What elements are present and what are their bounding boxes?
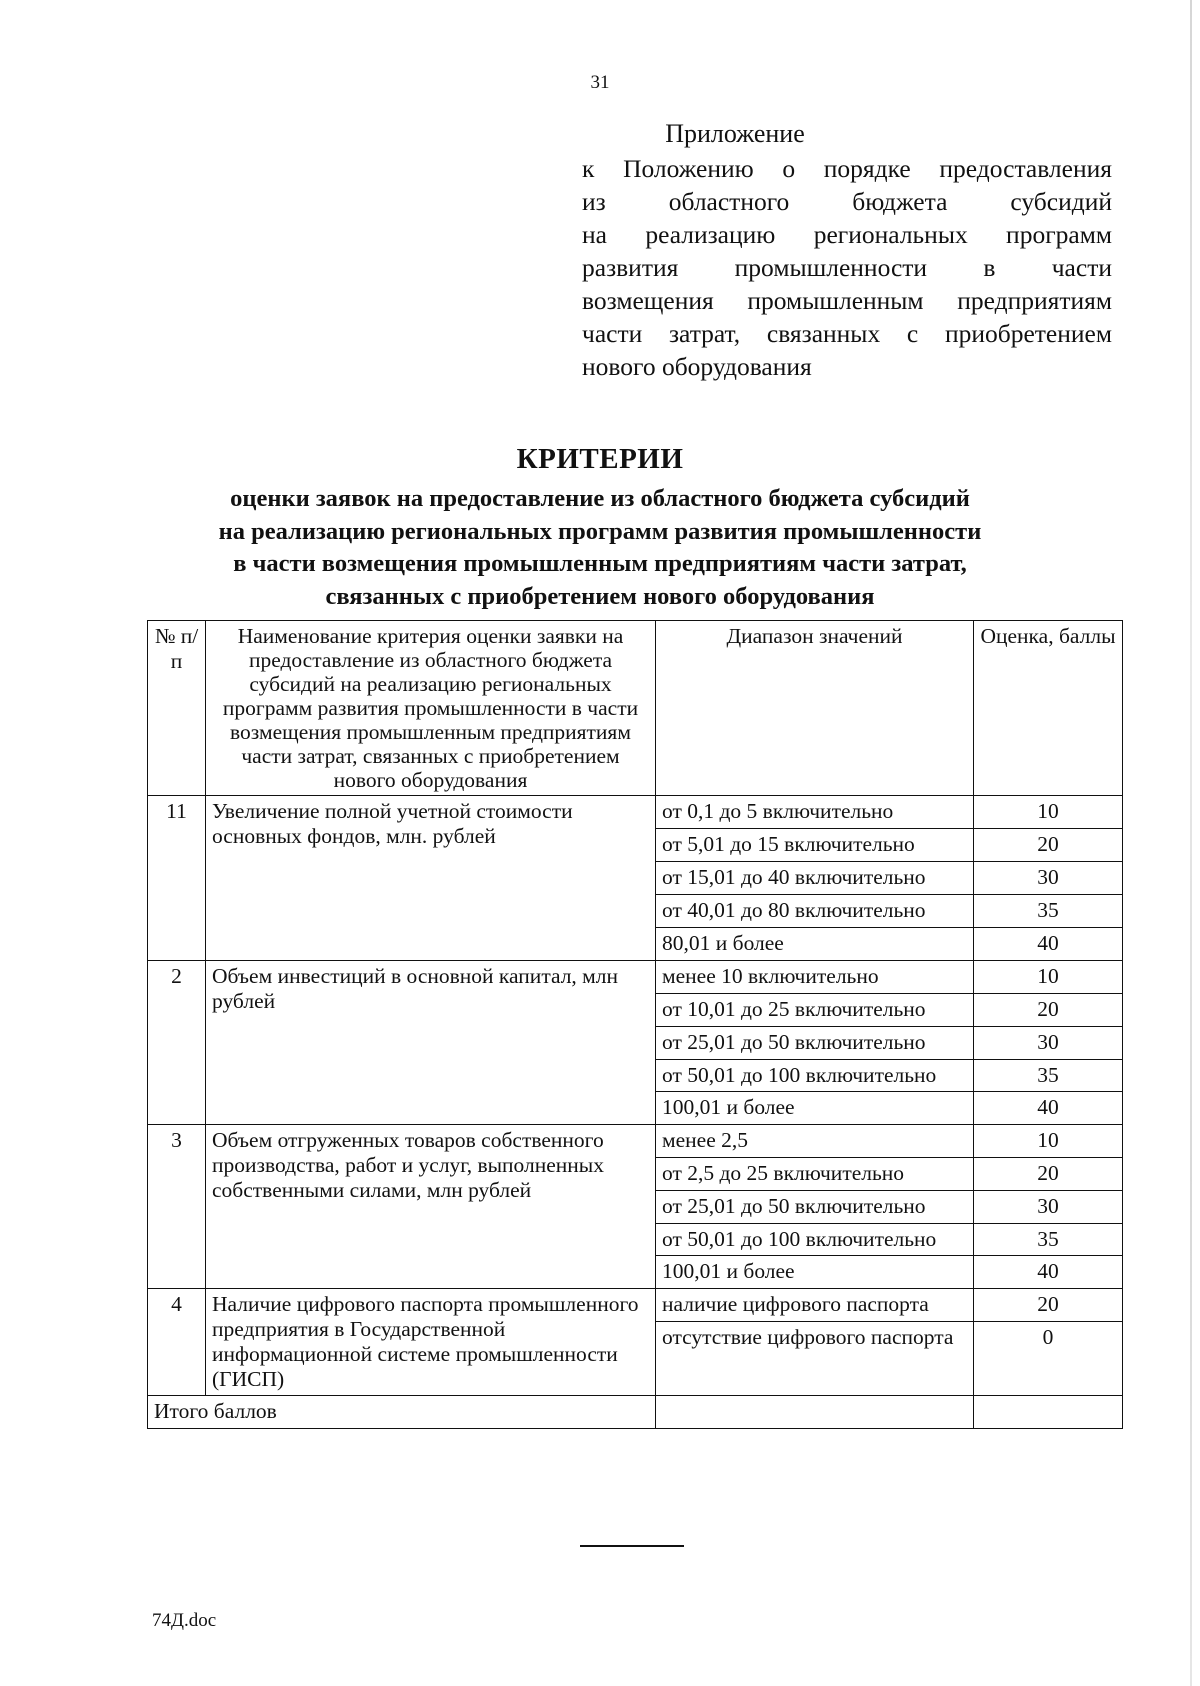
range-cell: от 5,01 до 15 включительно <box>656 829 974 862</box>
range-cell: от 15,01 до 40 включительно <box>656 862 974 895</box>
header-range: Диапазон значений <box>656 621 974 796</box>
total-row <box>148 1396 1123 1429</box>
document-heading: КРИТЕРИИ <box>516 443 684 475</box>
footer-divider <box>580 1545 684 1547</box>
appendix-line: на реализацию региональных программ <box>582 220 1112 249</box>
score-cell: 35 <box>974 895 1123 928</box>
range-cell: наличие цифрового паспорта <box>656 1289 974 1322</box>
criterion-name: Наличие цифрового паспорта промышленного предприятия в Государственной информационной системе промышленности (ГИСП) <box>206 1289 656 1396</box>
score-cell: 30 <box>974 1191 1123 1224</box>
appendix-line: к Положению о порядке предоставления <box>582 154 1112 183</box>
score-cell: 30 <box>974 862 1123 895</box>
score-cell: 20 <box>974 994 1123 1027</box>
range-cell: от 25,01 до 50 включительно <box>656 1027 974 1060</box>
appendix-text <box>582 152 1112 383</box>
score-cell: 10 <box>974 1125 1123 1158</box>
criterion-name: Объем отгруженных товаров собственного производства, работ и услуг, выполненных собственными силами, млн рублей <box>206 1125 656 1289</box>
score-cell: 20 <box>974 1289 1123 1322</box>
score-cell: 40 <box>974 928 1123 961</box>
header-criterion-name: Наименование критерия оценки заявки на предоставление из областного бюджета субсидий на реализацию региональных программ развития промышленности в части возмещения промышленным предприятиям части затрат, связанных с приобретением нового оборудования <box>206 621 656 796</box>
table-row <box>148 1289 1123 1322</box>
subheading-line: оценки заявок на предоставление из областного бюджета субсидий <box>230 485 970 512</box>
range-cell: от 40,01 до 80 включительно <box>656 895 974 928</box>
range-cell: 100,01 и более <box>656 1092 974 1125</box>
total-label: Итого баллов <box>148 1396 656 1429</box>
score-cell: 35 <box>974 1224 1123 1256</box>
range-cell: менее 2,5 <box>656 1125 974 1158</box>
score-cell: 40 <box>974 1092 1123 1125</box>
score-cell: 10 <box>974 961 1123 994</box>
total-score-empty <box>974 1396 1123 1429</box>
range-cell: от 0,1 до 5 включительно <box>656 796 974 829</box>
criterion-num: 4 <box>148 1289 206 1396</box>
range-cell: от 50,01 до 100 включительно <box>656 1224 974 1256</box>
criterion-num: 2 <box>148 961 206 1125</box>
page-number: 31 <box>590 72 610 93</box>
score-cell: 30 <box>974 1027 1123 1060</box>
scan-edge <box>1190 0 1192 1686</box>
score-cell: 40 <box>974 1256 1123 1289</box>
table-row <box>148 1125 1123 1158</box>
range-cell: менее 10 включительно <box>656 961 974 994</box>
range-cell: от 50,01 до 100 включительно <box>656 1060 974 1092</box>
header-num: № п/п <box>148 621 206 796</box>
document-subheading <box>150 483 1050 613</box>
subheading-line: связанных с приобретением нового оборудования <box>325 582 875 610</box>
score-cell: 20 <box>974 829 1123 862</box>
criterion-name: Увеличение полной учетной стоимости основных фондов, млн. рублей <box>206 796 656 961</box>
range-cell: от 2,5 до 25 включительно <box>656 1158 974 1191</box>
appendix-line: развития промышленности в части <box>582 253 1112 282</box>
range-cell: 80,01 и более <box>656 928 974 961</box>
appendix-title: Приложение <box>665 119 805 148</box>
range-cell: отсутствие цифрового паспорта <box>656 1322 974 1396</box>
subheading-line: в части возмещения промышленным предприятиям части затрат, <box>233 550 967 577</box>
score-cell: 0 <box>974 1322 1123 1396</box>
appendix-line: части затрат, связанных с приобретением <box>582 319 1112 348</box>
appendix-line: из областного бюджета субсидий <box>582 187 1112 216</box>
appendix-line: нового оборудования <box>582 352 812 381</box>
header-score: Оценка, баллы <box>974 621 1123 796</box>
appendix-line: возмещения промышленным предприятиям <box>582 286 1112 315</box>
footer-filename: 74Д.doc <box>152 1610 217 1631</box>
criteria-table <box>147 620 1123 1429</box>
range-cell: 100,01 и более <box>656 1256 974 1289</box>
score-cell: 35 <box>974 1060 1123 1092</box>
table-row <box>148 796 1123 829</box>
table-row <box>148 961 1123 994</box>
subheading-line: на реализацию региональных программ развития промышленности <box>218 517 982 545</box>
range-cell: от 10,01 до 25 включительно <box>656 994 974 1027</box>
table-header-row <box>148 621 1123 796</box>
range-cell: от 25,01 до 50 включительно <box>656 1191 974 1224</box>
criterion-num: 11 <box>148 796 206 961</box>
criterion-name: Объем инвестиций в основной капитал, млн рублей <box>206 961 656 1125</box>
criterion-num: 3 <box>148 1125 206 1289</box>
score-cell: 10 <box>974 796 1123 829</box>
total-range-empty <box>656 1396 974 1429</box>
score-cell: 20 <box>974 1158 1123 1191</box>
